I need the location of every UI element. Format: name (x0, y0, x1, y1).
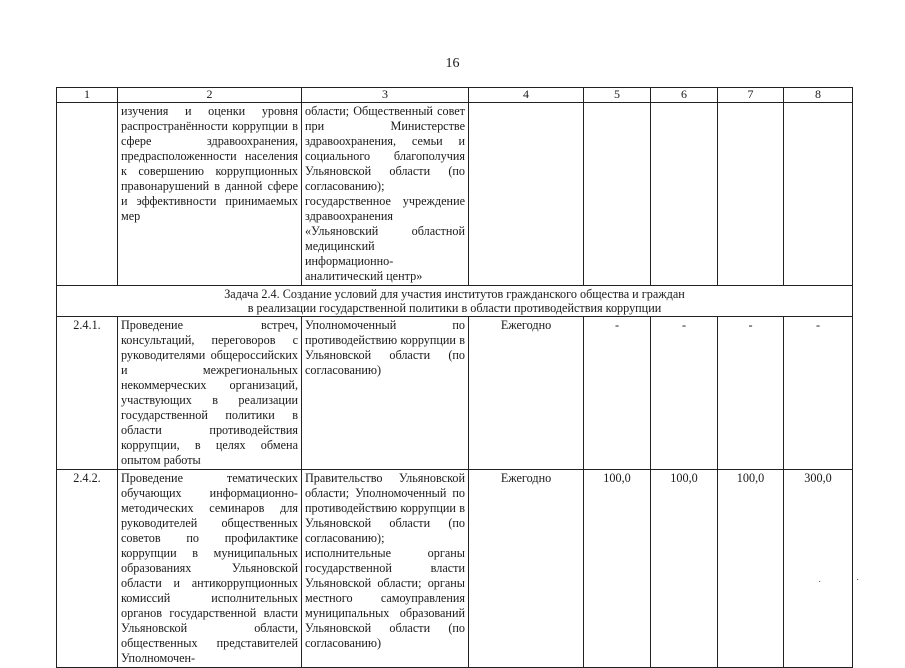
task-row (57, 286, 853, 317)
plan-table (56, 87, 853, 668)
task-line-1: Задача 2.4. Создание условий для участия институтов гражданского общества и граждан (224, 287, 685, 301)
header-row (57, 88, 853, 103)
cont-v5-cell (584, 103, 651, 286)
header-col-3: 3 (302, 88, 469, 103)
row-value-6: 100,0 (651, 470, 718, 668)
task-line-2: в реализации государственной политики в области противодействия коррупции (247, 301, 662, 315)
cont-v6-cell (651, 103, 718, 286)
row-executor: Уполномоченный по противодействию коррупции в Ульяновской области (по согласованию) (302, 317, 469, 470)
table-row (57, 317, 853, 470)
row-value-6: - (651, 317, 718, 470)
scan-speck: ˙ (856, 578, 860, 589)
scan-speck: ˙ (818, 580, 822, 591)
header-col-2: 2 (118, 88, 302, 103)
task-heading (57, 286, 853, 317)
row-executor: Правительство Ульяновской области; Уполномоченный по противодействию коррупции в Ульяновской области (по согласованию); исполнительные органы государственной власти Ульяновской области; органы местного самоуправления муниципальных образований Ульяновской области (по согласованию) (302, 470, 469, 668)
header-col-5: 5 (584, 88, 651, 103)
row-value-7: 100,0 (718, 470, 784, 668)
cont-v8-cell (784, 103, 853, 286)
header-col-6: 6 (651, 88, 718, 103)
row-period: Ежегодно (469, 317, 584, 470)
row-event: Проведение тематических обучающих информационно-методических семинаров для руководителей общественных советов по профилактике коррупции в муниципальных образованиях Ульяновской области и антикоррупционных комиссий исполнительных органов государственной власти Ульяновской области, общественных представителей Уполномочен- (118, 470, 302, 668)
page-number: 16 (445, 56, 460, 71)
cont-period-cell (469, 103, 584, 286)
row-value-8: - (784, 317, 853, 470)
cont-executor-cell: области; Общественный совет при Министерстве здравоохранения, семьи и социального благополучия Ульяновской области (по согласованию); государственное учреждение здравоохранения «Ульяновский областной медицинский информационно-аналитический центр» (302, 103, 469, 286)
cont-event-cell: изучения и оценки уровня распространённости коррупции в сфере здравоохранения, предрасположенности населения к совершению коррупционных правонарушений в данной сфере и эффективности принимаемых мер (118, 103, 302, 286)
header-col-8: 8 (784, 88, 853, 103)
row-value-5: - (584, 317, 651, 470)
header-col-1: 1 (57, 88, 118, 103)
row-value-5: 100,0 (584, 470, 651, 668)
row-value-8: 300,0 (784, 470, 853, 668)
header-col-7: 7 (718, 88, 784, 103)
cont-num-cell (57, 103, 118, 286)
row-event: Проведение встреч, консультаций, переговоров с руководителями общероссийских и межрегиональных некоммерческих организаций, участвующих в реализации государственной политики в области противодействия коррупции, в целях обмена опытом работы (118, 317, 302, 470)
row-period: Ежегодно (469, 470, 584, 668)
table-row (57, 470, 853, 668)
header-col-4: 4 (469, 88, 584, 103)
row-number: 2.4.2. (57, 470, 118, 668)
cont-v7-cell (718, 103, 784, 286)
row-number: 2.4.1. (57, 317, 118, 470)
row-value-7: - (718, 317, 784, 470)
continuation-row (57, 103, 853, 286)
